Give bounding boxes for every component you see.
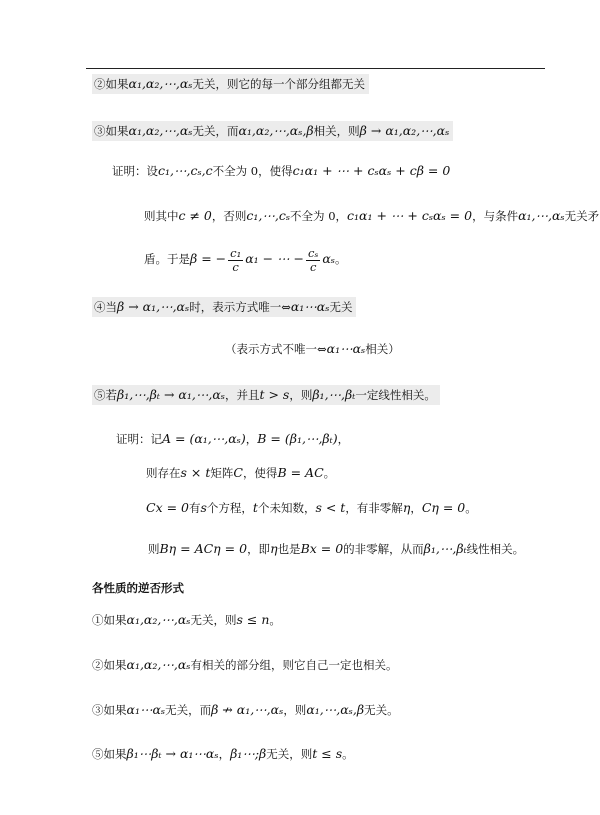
proof-3-line-2: 则其中c ≠ 0，否则c₁,⋯,cₛ不全为 0，c₁α₁ + ⋯ + cₛαₛ = 0，与条件α₁,⋯,αₛ无关矛 — [144, 208, 600, 223]
proof-3-line-3: 盾。于是β = − $\frac{\text{c₁}}{c}$ α₁ − ⋯ − $\frac{\text{cₛ}}{c}$ αₛ。 — [144, 245, 347, 274]
item-number: ② — [94, 77, 106, 91]
property-3: ③如果α₁,α₂,⋯,αₛ无关，而α₁,α₂,⋯,αₛ,β相关，则β → α₁,α₂,⋯,αₛ — [92, 121, 453, 141]
negation-3: ③如果α₁⋯αₛ无关，而β ↛ α₁,⋯,αₛ，则α₁,⋯,αₛ,β无关。 — [92, 702, 399, 717]
item-number: ⑤ — [92, 747, 104, 761]
item-number: ③ — [94, 124, 106, 138]
negation-5: ⑤如果β₁⋯βₜ → α₁⋯αₛ，β₁⋯;β无关，则t ≤ s。 — [92, 746, 354, 761]
property-2: ②如果α₁,α₂,⋯,αₛ无关，则它的每一个部分组都无关 — [92, 74, 369, 94]
item-number: ③ — [92, 703, 104, 717]
proof-5-line-2: 则存在s × t矩阵C，使得B = AC。 — [146, 465, 336, 480]
item-number: ② — [92, 658, 104, 672]
proof-5-line-1: 证明：记A = (α₁,⋯,αₛ)，B = (β₁,⋯,βₜ)， — [116, 431, 350, 446]
property-4: ④当β → α₁,⋯,αₛ时，表示方式唯一⇔α₁⋯αₛ无关 — [92, 297, 356, 317]
fraction: $\frac{\text{c₁}}{c}$ — [230, 245, 242, 274]
proof-5-line-4: 则Bη = ACη = 0，即η也是Bx = 0的非零解，从而β₁,⋯,βₜ线性相关。 — [148, 541, 525, 556]
header-rule — [86, 68, 545, 69]
item-number: ④ — [94, 300, 106, 314]
negation-1: ①如果α₁,α₂,⋯,αₛ无关，则s ≤ n。 — [92, 612, 281, 627]
property-4-note: （表示方式不唯一⇔α₁⋯αₛ相关） — [225, 341, 400, 356]
item-number: ⑤ — [94, 388, 106, 402]
negation-2: ②如果α₁,α₂,⋯,αₛ有相关的部分组，则它自己一定也相关。 — [92, 657, 398, 672]
item-number: ① — [92, 613, 104, 627]
proof-5-line-3: Cx = 0有s个方程，t个未知数，s < t，有非零解η，Cη = 0。 — [146, 500, 477, 515]
proof-3-line-1: 证明：设c₁,⋯,cₛ,c不全为 0，使得c₁α₁ + ⋯ + cₛαₛ + cβ = 0 — [112, 163, 451, 178]
property-5: ⑤若β₁,⋯,βₜ → α₁,⋯,αₛ，并且t > s，则β₁,⋯,βₜ一定线性相关。 — [92, 385, 440, 405]
fraction: $\frac{\text{cₛ}}{c}$ — [308, 245, 319, 274]
section-heading: 各性质的逆否形式 — [92, 581, 184, 595]
math-vectors: α₁,α₂,⋯,αₛ — [128, 76, 193, 91]
